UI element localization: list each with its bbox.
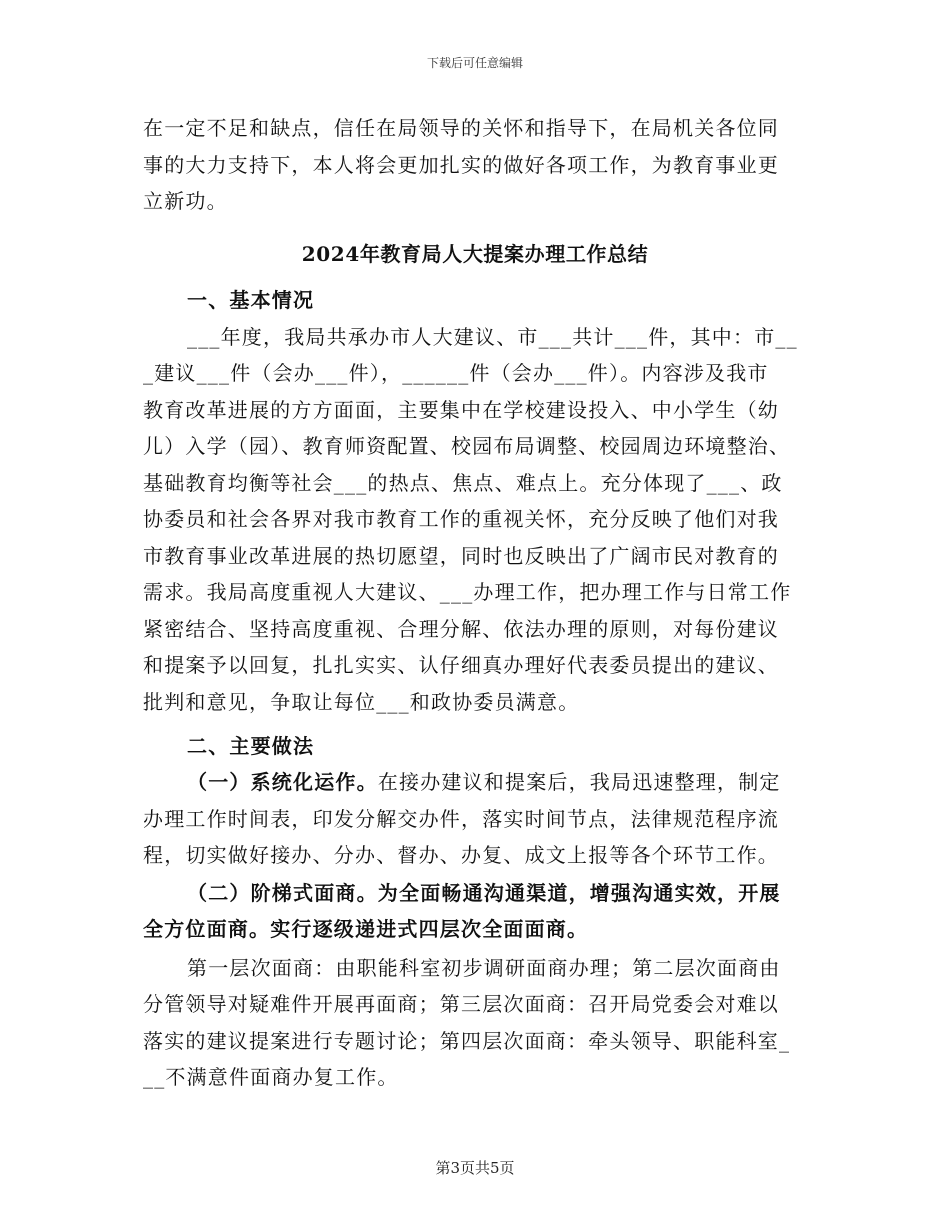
section1-line-11: 批判和意见，争取让每位___和政协委员满意。 xyxy=(143,690,580,714)
sub2-line-1: （二）阶梯式面商。为全面畅通沟通渠道，增强沟通实效，开展 xyxy=(187,881,781,905)
sub1-first-line xyxy=(187,769,781,795)
intro-line-1: 在一定不足和缺点，信任在局领导的关怀和指导下，在局机关各位同 xyxy=(143,116,779,140)
section1-line-9: 紧密结合、坚持高度重视、合理分解、依法办理的原则，对每份建议 xyxy=(143,617,779,641)
section2-heading: 二、主要做法 xyxy=(187,734,315,758)
section1-line-8: 需求。我局高度重视人大建议、___办理工作，把办理工作与日常工作 xyxy=(143,580,792,604)
section1-line-1: ___年度，我局共承办市人大建议、市___共计___件，其中：市__ xyxy=(187,325,798,349)
section1-line-6: 协委员和社会各界对我市教育工作的重视关怀，充分反映了他们对我 xyxy=(143,507,779,531)
sub1-line-3: 程，切实做好接办、分办、督办、办复、成文上报等各个环节工作。 xyxy=(143,843,779,867)
section1-heading: 一、基本情况 xyxy=(187,288,315,312)
document-title: 2024年教育局人大提案办理工作总结 xyxy=(301,242,649,266)
section1-line-4: 儿）入学（园）、教育师资配置、校园布局调整、校园周边环境整治、 xyxy=(143,434,791,458)
para3-line-3: 落实的建议提案进行专题讨论；第四层次面商：牵头领导、职能科室_ xyxy=(143,1029,791,1053)
sub1-heading: （一）系统化运作。 xyxy=(187,770,378,794)
section1-line-10: 和提案予以回复，扎扎实实、认仔细真办理好代表委员提出的建议、 xyxy=(143,653,779,677)
header-note: 下载后可任意编辑 xyxy=(426,56,523,70)
section1-line-2: _建议___件（会办___件），______件（会办___件）。内容涉及我市 xyxy=(143,361,769,385)
sub2-line-2: 全方位面商。实行逐级递进式四层次全面面商。 xyxy=(143,917,589,941)
para3-line-1: 第一层次面商：由职能科室初步调研面商办理；第二层次面商由 xyxy=(187,956,781,980)
section1-line-3: 教育改革进展的方方面面，主要集中在学校建设投入、中小学生（幼 xyxy=(143,398,779,422)
para3-line-4: __不满意件面商办复工作。 xyxy=(143,1065,399,1089)
section1-line-5: 基础教育均衡等社会___的热点、焦点、难点上。充分体现了___、政 xyxy=(143,471,783,495)
sub1-line-2: 办理工作时间表，印发分解交办件，落实时间节点，法律规范程序流 xyxy=(143,807,779,831)
intro-line-3: 立新功。 xyxy=(143,189,228,213)
intro-line-2: 事的大力支持下，本人将会更加扎实的做好各项工作，为教育事业更 xyxy=(143,153,779,177)
page-number-footer: 第3页共5页 xyxy=(435,1159,515,1177)
para3-line-2: 分管领导对疑难件开展再面商；第三层次面商：召开局党委会对难以 xyxy=(143,992,779,1016)
section1-line-7: 市教育事业改革进展的热切愿望，同时也反映出了广阔市民对教育的 xyxy=(143,544,779,568)
sub1-first-line-text: 在接办建议和提案后，我局迅速整理，制定 xyxy=(377,770,781,794)
